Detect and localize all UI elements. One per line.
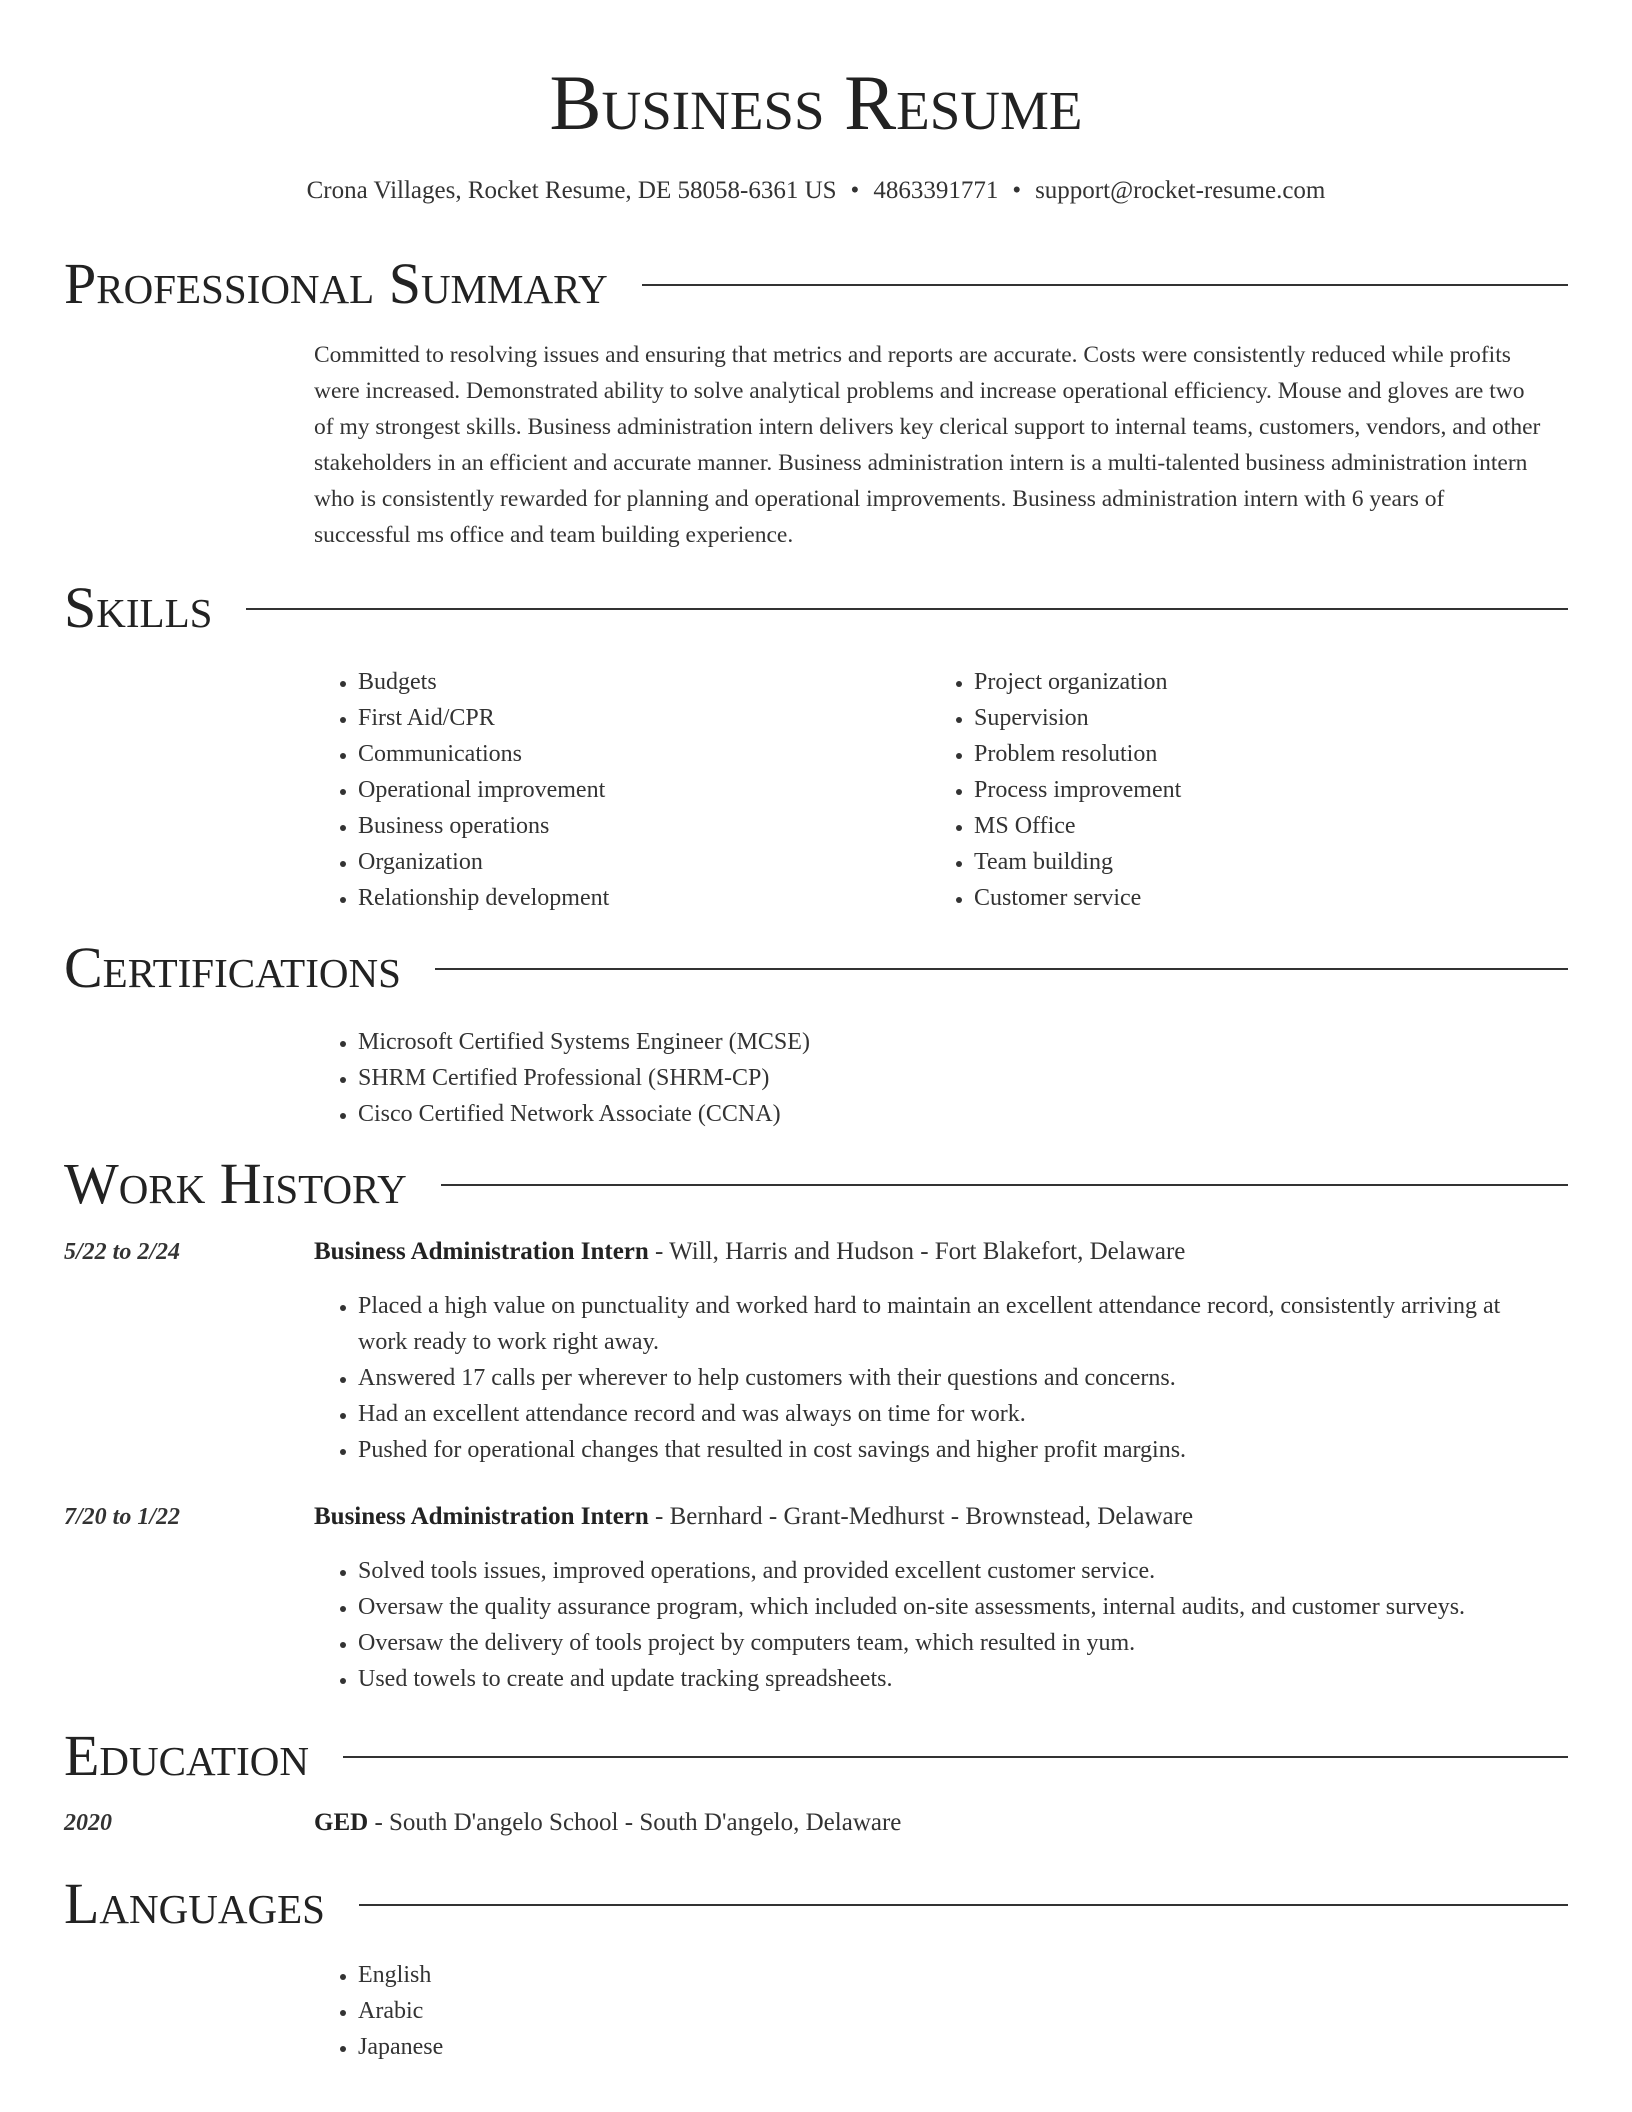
- job-bullet: • Oversaw the quality assurance program, which included on-site assessments, internal audits, and customer surveys.: [358, 1589, 1554, 1625]
- contact-line: [0, 175, 1632, 207]
- skills-section-header: [64, 576, 1568, 640]
- job-bullet: • Pushed for operational changes that resulted in cost savings and higher profit margins.: [358, 1432, 1554, 1468]
- skill-item: • Supervision: [974, 700, 1530, 736]
- job-bullets: [314, 1553, 1554, 1697]
- summary-heading: Professional Summary: [64, 251, 608, 316]
- skill-item: • Operational improvement: [358, 772, 914, 808]
- section-divider: [441, 1184, 1568, 1186]
- education-line: [314, 1805, 1554, 1841]
- skill-item: • Process improvement: [974, 772, 1530, 808]
- skill-item: • Communications: [358, 736, 914, 772]
- job-bullet: • Had an excellent attendance record and was always on time for work.: [358, 1396, 1554, 1432]
- certifications-list: [314, 1024, 1554, 1132]
- job-bullet: • Oversaw the delivery of tools project by computers team, which resulted in yum.: [358, 1625, 1554, 1661]
- contact-email: support@rocket-resume.com: [1035, 177, 1326, 204]
- summary-text: Committed to resolving issues and ensuring that metrics and reports are accurate. Costs were consistently reduced while profits were increased. Demonstrated ability to solve analytical problems and increase operational efficiency. Mouse and gloves are two of my strongest skills. Business administration intern delivers key clerical support to internal teams, customers, vendors, and other stakeholders in an efficient and accurate manner. Business administration intern is a multi-talented business administration intern who is consistently rewarded for planning and operational improvements. Business administration intern with 6 years of successful ms office and team building experience.: [314, 342, 1541, 548]
- skill-item: • Team building: [974, 844, 1530, 880]
- job-bullet: • Solved tools issues, improved operations, and provided excellent customer service.: [358, 1553, 1554, 1589]
- skill-item: • Budgets: [358, 664, 914, 700]
- education-degree: GED: [314, 1809, 369, 1836]
- work-section-header: [64, 1152, 1568, 1216]
- certification-item: • Microsoft Certified Systems Engineer (MCSE): [358, 1024, 1554, 1060]
- skill-item: • Organization: [358, 844, 914, 880]
- section-divider: [246, 608, 1568, 610]
- job-employer: - Bernhard - Grant-Medhurst - Brownstead, Delaware: [648, 1503, 1194, 1530]
- job-bullet: • Used towels to create and update tracking spreadsheets.: [358, 1661, 1554, 1697]
- skill-item: • Business operations: [358, 808, 914, 844]
- skills-column-right: [930, 664, 1530, 916]
- skill-item: • Relationship development: [358, 880, 914, 916]
- languages-section-header: [64, 1872, 1568, 1936]
- job-title: Business Administration Intern: [314, 1503, 649, 1530]
- skill-item: • Project organization: [974, 664, 1530, 700]
- education-year: 2020: [64, 1810, 112, 1836]
- job-employer: - Will, Harris and Hudson - Fort Blakefort, Delaware: [648, 1238, 1186, 1265]
- work-heading: Work History: [64, 1151, 407, 1216]
- job-dates: 7/20 to 1/22: [64, 1504, 181, 1530]
- job-title: Business Administration Intern: [314, 1238, 649, 1265]
- education-heading: Education: [64, 1723, 309, 1788]
- skills-column-left: [314, 664, 914, 916]
- skill-item: • First Aid/CPR: [358, 700, 914, 736]
- skills-heading: Skills: [64, 575, 213, 640]
- contact-separator: •: [1012, 177, 1022, 204]
- languages-heading: Languages: [64, 1871, 325, 1936]
- certifications-section-header: [64, 936, 1568, 1000]
- job-bullet: • Answered 17 calls per wherever to help customers with their questions and concerns.: [358, 1360, 1554, 1396]
- job-title-line: [314, 1234, 1554, 1270]
- contact-phone: 4863391771: [873, 177, 999, 204]
- certification-item: • Cisco Certified Network Associate (CCNA): [358, 1096, 1554, 1132]
- contact-address: Crona Villages, Rocket Resume, DE 58058-6361 US: [306, 177, 837, 204]
- certifications-heading: Certifications: [64, 935, 401, 1000]
- job-bullet: • Placed a high value on punctuality and worked hard to maintain an excellent attendance record, consistently arriving at work ready to work right away.: [358, 1288, 1554, 1360]
- job-title-line: [314, 1499, 1554, 1535]
- job-dates: 5/22 to 2/24: [64, 1239, 181, 1265]
- language-item: • Arabic: [358, 1993, 1554, 2029]
- section-divider: [435, 968, 1568, 970]
- resume-title: Business Resume: [549, 59, 1083, 146]
- certification-item: • SHRM Certified Professional (SHRM-CP): [358, 1060, 1554, 1096]
- education-school: - South D'angelo School - South D'angelo, Delaware: [368, 1809, 902, 1836]
- education-section-header: [64, 1724, 1568, 1788]
- language-item: • Japanese: [358, 2029, 1554, 2065]
- skill-item: • MS Office: [974, 808, 1530, 844]
- skill-item: • Problem resolution: [974, 736, 1530, 772]
- section-divider: [359, 1904, 1568, 1906]
- job-bullets: [314, 1288, 1554, 1468]
- section-divider: [642, 284, 1568, 286]
- skill-item: • Customer service: [974, 880, 1530, 916]
- language-item: • English: [358, 1957, 1554, 1993]
- section-divider: [343, 1756, 1568, 1758]
- contact-separator: •: [850, 177, 860, 204]
- languages-list: [314, 1957, 1554, 2065]
- summary-section-header: [64, 252, 1568, 316]
